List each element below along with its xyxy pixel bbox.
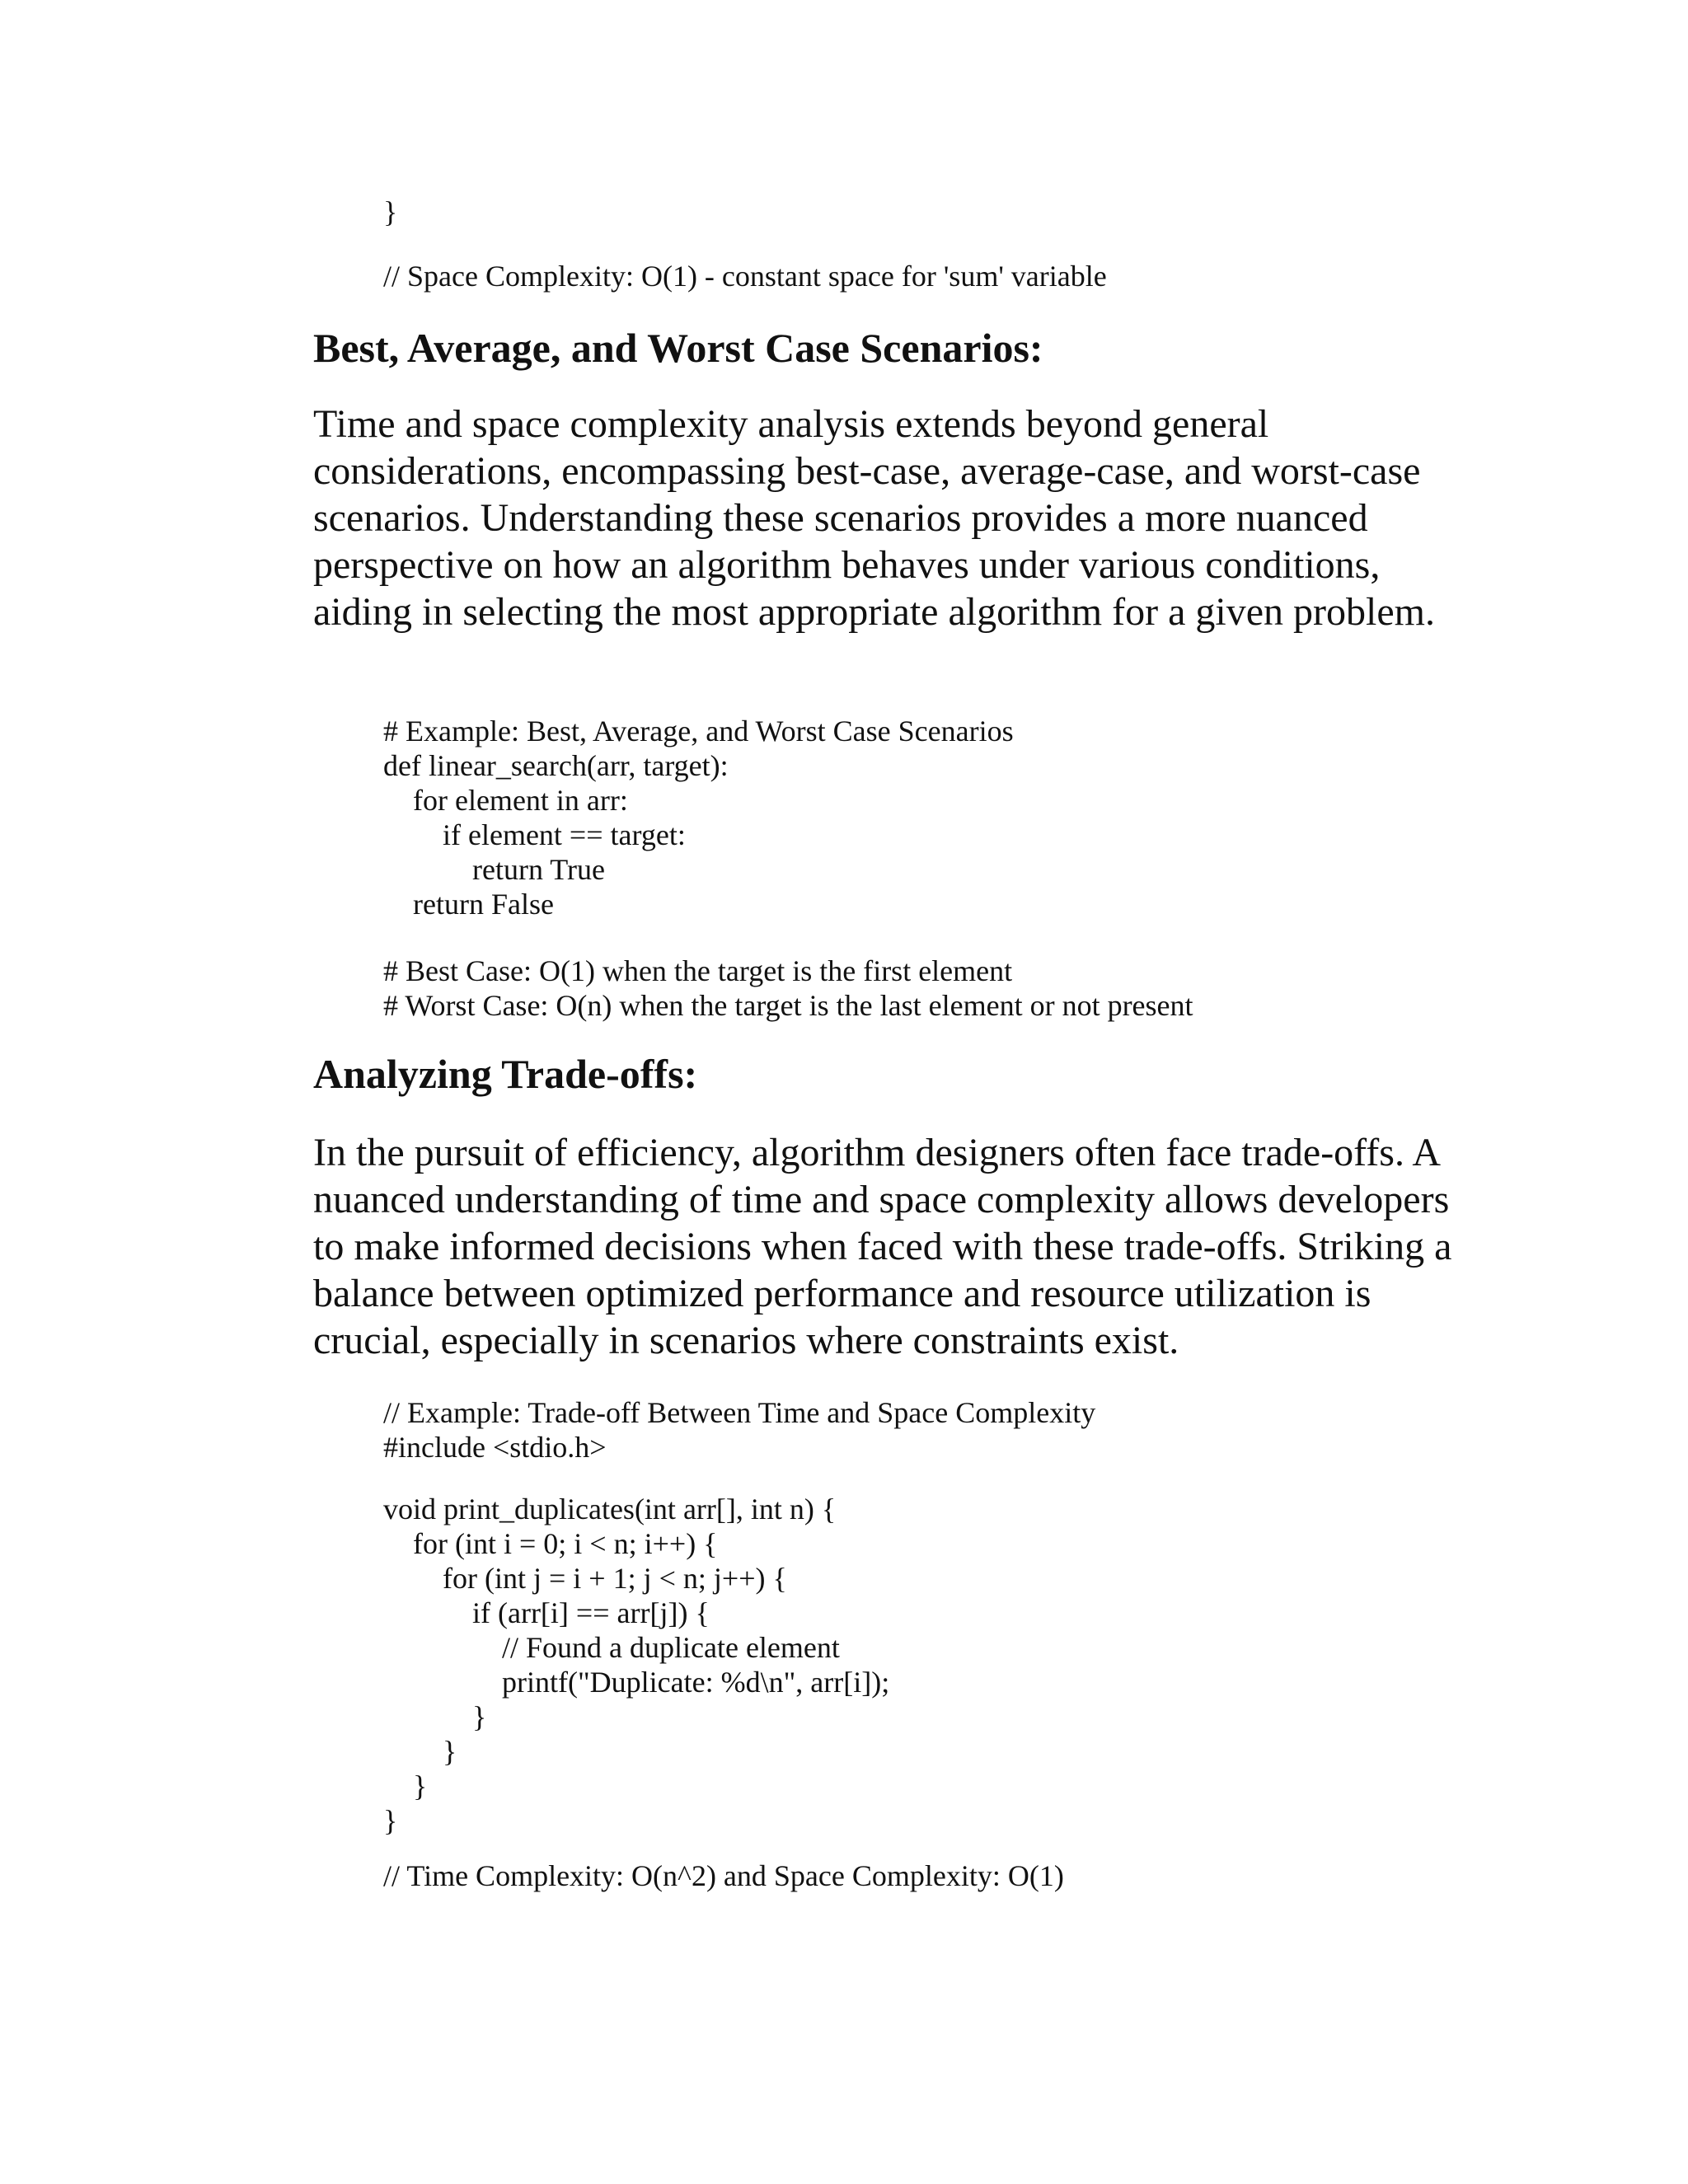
code-closing-brace: } — [383, 195, 398, 228]
space-complexity-comment: // Space Complexity: O(1) - constant space for 'sum' variable — [383, 260, 1107, 293]
section-heading-trade-offs: Analyzing Trade-offs: — [313, 1051, 698, 1097]
linear-search-code-block: # Example: Best, Average, and Worst Case Scenarios def linear_search(arr, target): for element in arr: if element == target: return True return False — [383, 715, 1014, 921]
section-paragraph-scenarios: Time and space complexity analysis extends beyond general considerations, encompassing best-case, average-case, and worst-case scenarios. Understanding these scenarios provides a more nuanced perspective on how an algorithm behaves under various conditions, aiding in selecting the most appropriate algorithm for a given problem. — [313, 402, 1435, 634]
case-notes-code-block: # Best Case: O(1) when the target is the first element # Worst Case: O(n) when the target is the last element or not present — [383, 954, 1193, 1022]
section-paragraph-trade-offs: In the pursuit of efficiency, algorithm designers often face trade-offs. A nuanced understanding of time and space complexity allows developers to make informed decisions when faced with these trade-offs. Striking a balance between optimized performance and resource utilization is crucial, especially in scenarios where constraints exist. — [313, 1131, 1452, 1362]
section-heading-best-average-worst: Best, Average, and Worst Case Scenarios: — [313, 325, 1043, 371]
time-space-complexity-comment: // Time Complexity: O(n^2) and Space Complexity: O(1) — [383, 1859, 1064, 1892]
trade-off-code-header: // Example: Trade-off Between Time and Space Complexity #include <stdio.h> — [383, 1396, 1096, 1464]
print-duplicates-code-block: void print_duplicates(int arr[], int n) { for (int i = 0; i < n; i++) { for (int j = i + 1; j < n; j++) { if (arr[i] == arr[j]) { // Found a duplicate element printf("Duplicate: %d\n", arr[i]); } } } } — [383, 1493, 890, 1837]
